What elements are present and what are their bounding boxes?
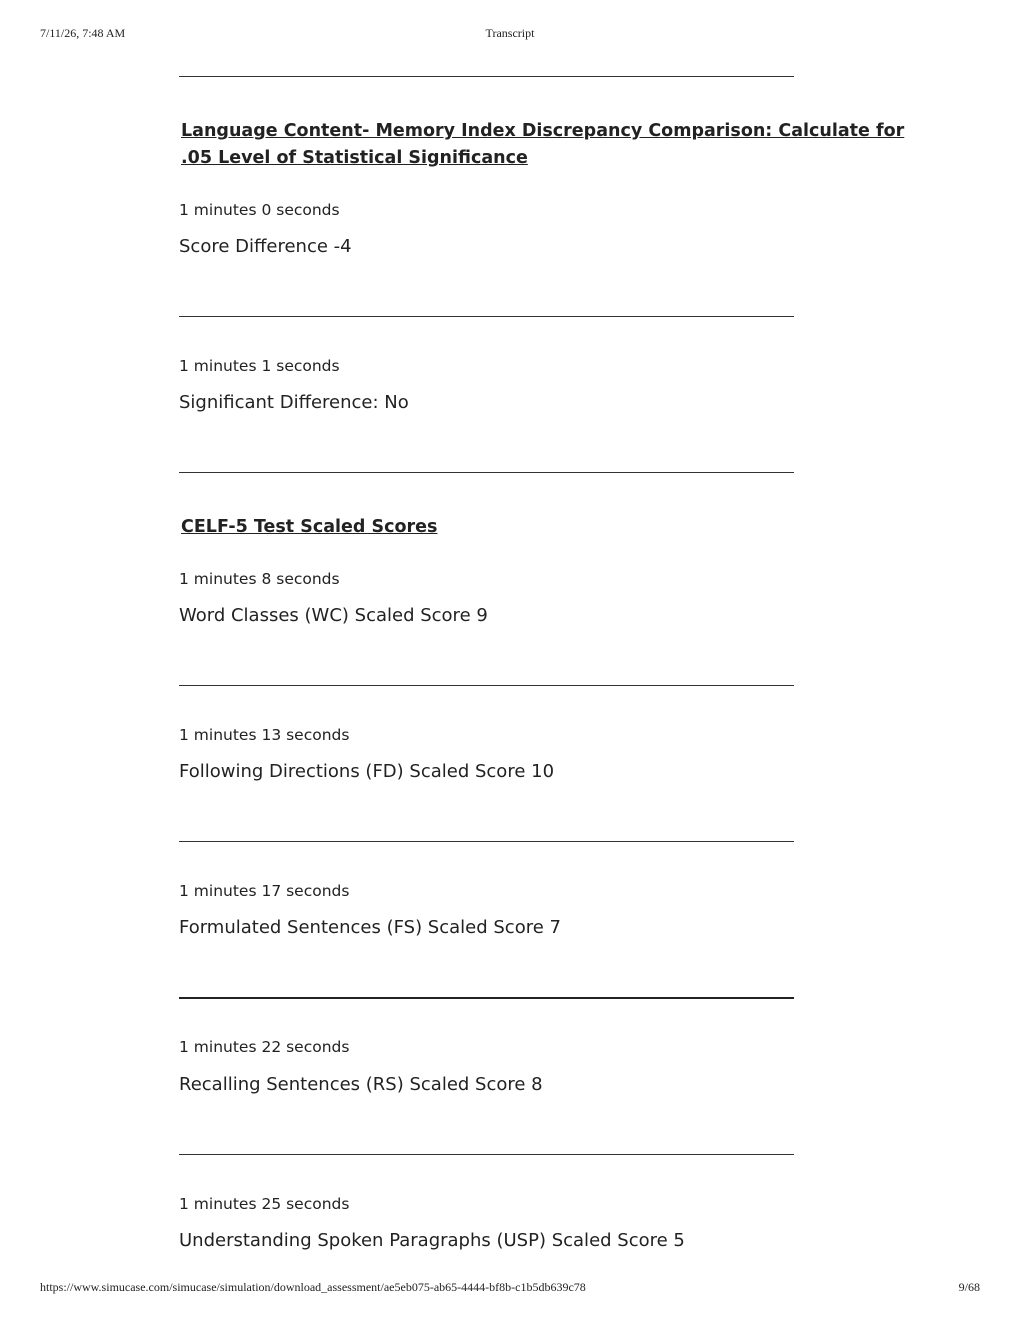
entry-time: 1 minutes 0 seconds bbox=[179, 201, 340, 219]
page-number: 9/68 bbox=[958, 1280, 980, 1294]
section-heading-celf5: CELF-5 Test Scaled Scores bbox=[181, 517, 438, 537]
entry-text: Word Classes (WC) Scaled Score 9 bbox=[179, 605, 488, 626]
entry-time: 1 minutes 22 seconds bbox=[179, 1038, 350, 1056]
divider bbox=[179, 472, 794, 473]
entry-time: 1 minutes 17 seconds bbox=[179, 882, 350, 900]
divider bbox=[179, 997, 794, 999]
entry-text: Following Directions (FD) Scaled Score 10 bbox=[179, 761, 555, 782]
print-footer bbox=[40, 1280, 980, 1296]
entry-time: 1 minutes 1 seconds bbox=[179, 357, 340, 375]
print-url: https://www.simucase.com/simucase/simulation/download_assessment/ae5eb075-ab65-4444-bf8b-c1b5db639c78 bbox=[40, 1280, 586, 1294]
entry-text: Recalling Sentences (RS) Scaled Score 8 bbox=[179, 1074, 543, 1095]
entry-time: 1 minutes 25 seconds bbox=[179, 1195, 350, 1213]
divider bbox=[179, 76, 794, 77]
entry-text: Formulated Sentences (FS) Scaled Score 7 bbox=[179, 917, 561, 938]
entry-time: 1 minutes 13 seconds bbox=[179, 726, 350, 744]
entry-text: Understanding Spoken Paragraphs (USP) Scaled Score 5 bbox=[179, 1230, 685, 1251]
divider bbox=[179, 1154, 794, 1155]
print-header bbox=[40, 26, 980, 42]
divider bbox=[179, 841, 794, 842]
divider bbox=[179, 685, 794, 686]
entry-text: Score Difference -4 bbox=[179, 236, 352, 257]
entry-time: 1 minutes 8 seconds bbox=[179, 570, 340, 588]
entry-text: Significant Difference: No bbox=[179, 392, 409, 413]
section-heading-discrepancy: Language Content- Memory Index Discrepancy Comparison: Calculate for .05 Level of Statistical Significance bbox=[181, 121, 905, 168]
print-datetime: 7/11/26, 7:48 AM bbox=[40, 26, 126, 40]
divider bbox=[179, 316, 794, 317]
print-title: Transcript bbox=[485, 26, 535, 40]
